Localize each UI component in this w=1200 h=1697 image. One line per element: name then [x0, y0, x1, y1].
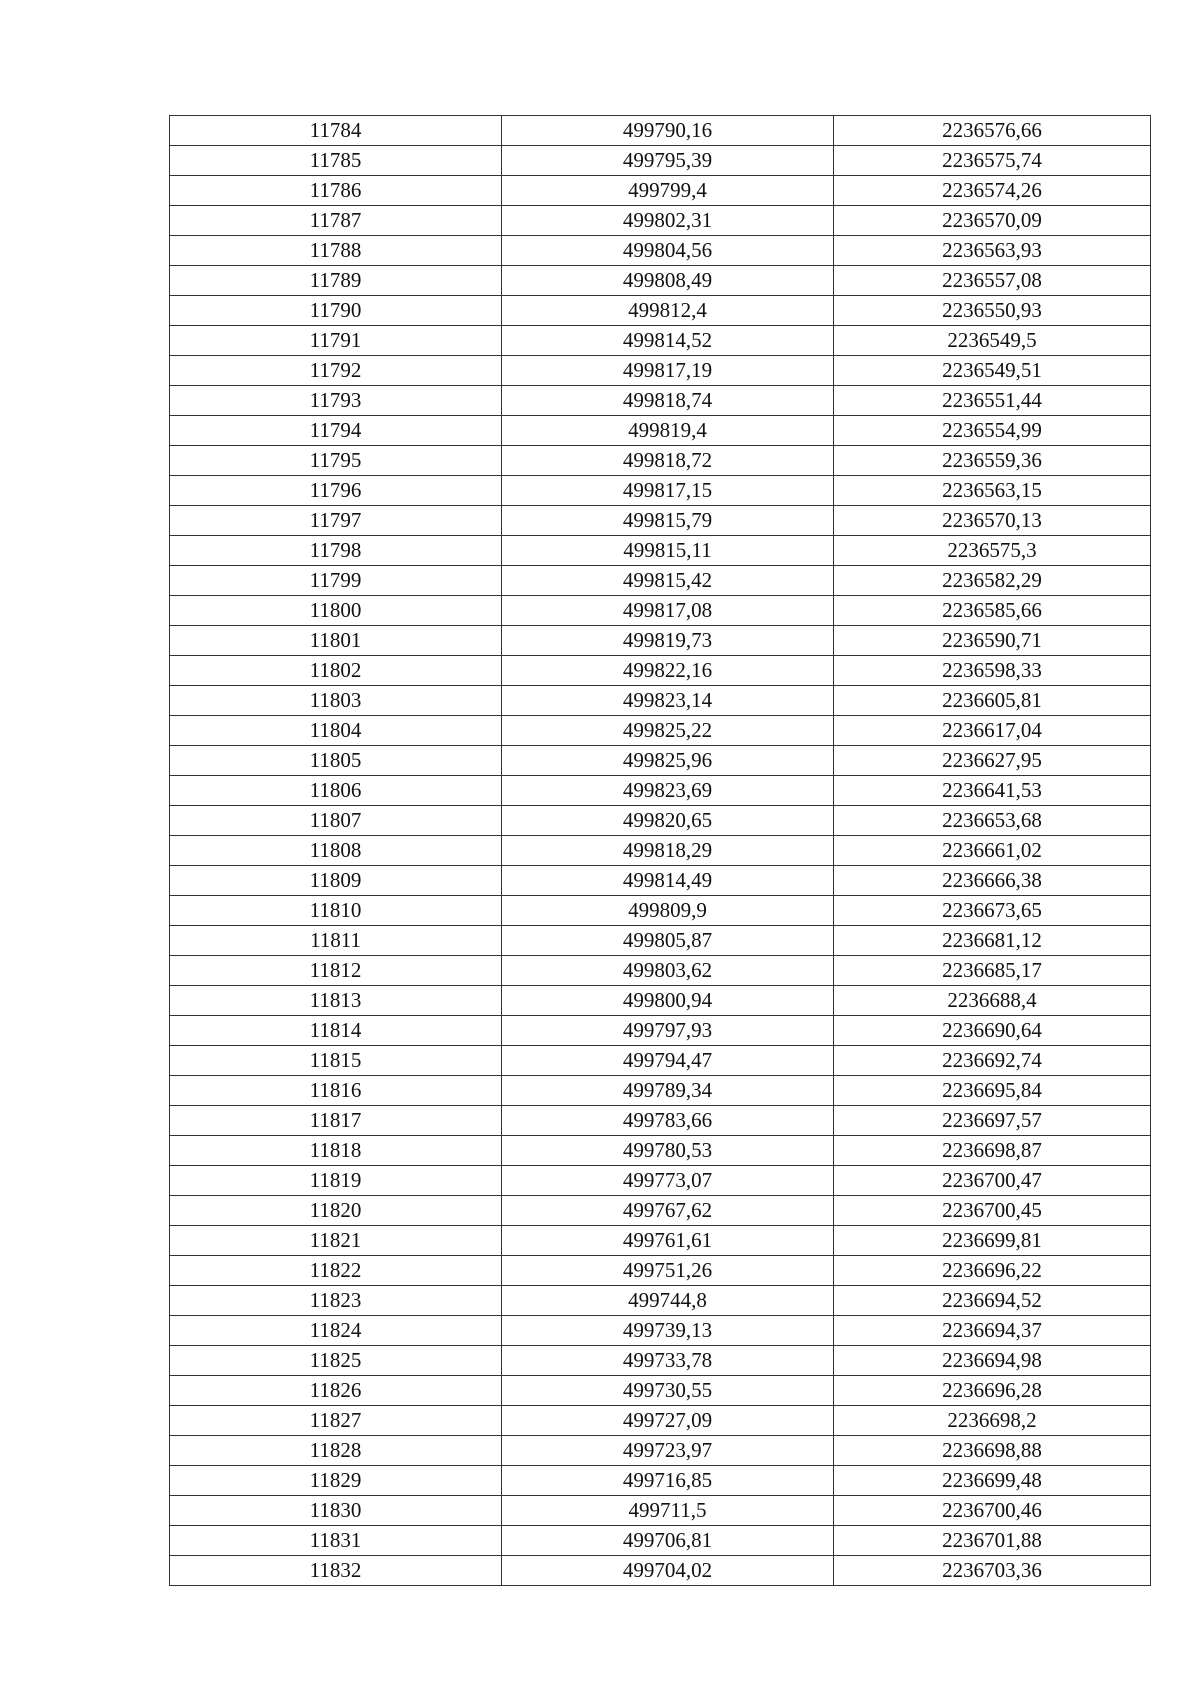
x-coordinate-cell: 499730,55 [502, 1376, 834, 1406]
y-coordinate-cell: 2236570,13 [834, 506, 1151, 536]
table-row [170, 986, 1151, 1016]
y-coordinate-cell: 2236661,02 [834, 836, 1151, 866]
x-coordinate-cell: 499789,34 [502, 1076, 834, 1106]
y-coordinate-cell: 2236641,53 [834, 776, 1151, 806]
x-coordinate-cell: 499723,97 [502, 1436, 834, 1466]
x-coordinate-cell: 499797,93 [502, 1016, 834, 1046]
table-row [170, 206, 1151, 236]
point-number-cell: 11830 [170, 1496, 502, 1526]
table-row [170, 776, 1151, 806]
table-row [170, 746, 1151, 776]
table-row [170, 356, 1151, 386]
table-row [170, 1376, 1151, 1406]
point-number-cell: 11811 [170, 926, 502, 956]
x-coordinate-cell: 499804,56 [502, 236, 834, 266]
table-row [170, 926, 1151, 956]
y-coordinate-cell: 2236575,74 [834, 146, 1151, 176]
table-row [170, 1166, 1151, 1196]
x-coordinate-cell: 499711,5 [502, 1496, 834, 1526]
x-coordinate-cell: 499799,4 [502, 176, 834, 206]
point-number-cell: 11812 [170, 956, 502, 986]
x-coordinate-cell: 499751,26 [502, 1256, 834, 1286]
table-row [170, 1556, 1151, 1586]
x-coordinate-cell: 499825,22 [502, 716, 834, 746]
point-number-cell: 11814 [170, 1016, 502, 1046]
point-number-cell: 11797 [170, 506, 502, 536]
x-coordinate-cell: 499820,65 [502, 806, 834, 836]
point-number-cell: 11832 [170, 1556, 502, 1586]
x-coordinate-cell: 499767,62 [502, 1196, 834, 1226]
y-coordinate-cell: 2236694,37 [834, 1316, 1151, 1346]
y-coordinate-cell: 2236699,81 [834, 1226, 1151, 1256]
point-number-cell: 11817 [170, 1106, 502, 1136]
y-coordinate-cell: 2236557,08 [834, 266, 1151, 296]
y-coordinate-cell: 2236549,51 [834, 356, 1151, 386]
point-number-cell: 11829 [170, 1466, 502, 1496]
coordinates-table-body [170, 116, 1151, 1586]
x-coordinate-cell: 499773,07 [502, 1166, 834, 1196]
table-row [170, 1286, 1151, 1316]
point-number-cell: 11828 [170, 1436, 502, 1466]
table-row [170, 1406, 1151, 1436]
table-row [170, 1106, 1151, 1136]
point-number-cell: 11815 [170, 1046, 502, 1076]
point-number-cell: 11785 [170, 146, 502, 176]
x-coordinate-cell: 499815,11 [502, 536, 834, 566]
y-coordinate-cell: 2236688,4 [834, 986, 1151, 1016]
point-number-cell: 11805 [170, 746, 502, 776]
y-coordinate-cell: 2236627,95 [834, 746, 1151, 776]
point-number-cell: 11820 [170, 1196, 502, 1226]
table-row [170, 116, 1151, 146]
x-coordinate-cell: 499825,96 [502, 746, 834, 776]
point-number-cell: 11831 [170, 1526, 502, 1556]
table-row [170, 1466, 1151, 1496]
point-number-cell: 11824 [170, 1316, 502, 1346]
x-coordinate-cell: 499815,42 [502, 566, 834, 596]
table-row [170, 716, 1151, 746]
y-coordinate-cell: 2236570,09 [834, 206, 1151, 236]
y-coordinate-cell: 2236700,45 [834, 1196, 1151, 1226]
x-coordinate-cell: 499795,39 [502, 146, 834, 176]
point-number-cell: 11813 [170, 986, 502, 1016]
x-coordinate-cell: 499803,62 [502, 956, 834, 986]
point-number-cell: 11827 [170, 1406, 502, 1436]
point-number-cell: 11821 [170, 1226, 502, 1256]
y-coordinate-cell: 2236700,46 [834, 1496, 1151, 1526]
x-coordinate-cell: 499808,49 [502, 266, 834, 296]
x-coordinate-cell: 499783,66 [502, 1106, 834, 1136]
y-coordinate-cell: 2236697,57 [834, 1106, 1151, 1136]
x-coordinate-cell: 499744,8 [502, 1286, 834, 1316]
table-row [170, 626, 1151, 656]
table-row [170, 656, 1151, 686]
point-number-cell: 11823 [170, 1286, 502, 1316]
y-coordinate-cell: 2236699,48 [834, 1466, 1151, 1496]
point-number-cell: 11822 [170, 1256, 502, 1286]
x-coordinate-cell: 499818,74 [502, 386, 834, 416]
point-number-cell: 11791 [170, 326, 502, 356]
y-coordinate-cell: 2236690,64 [834, 1016, 1151, 1046]
point-number-cell: 11826 [170, 1376, 502, 1406]
table-row [170, 1316, 1151, 1346]
y-coordinate-cell: 2236550,93 [834, 296, 1151, 326]
x-coordinate-cell: 499780,53 [502, 1136, 834, 1166]
table-row [170, 1076, 1151, 1106]
x-coordinate-cell: 499817,08 [502, 596, 834, 626]
coordinates-table [169, 115, 1151, 1586]
table-row [170, 686, 1151, 716]
table-row [170, 446, 1151, 476]
point-number-cell: 11819 [170, 1166, 502, 1196]
x-coordinate-cell: 499817,15 [502, 476, 834, 506]
y-coordinate-cell: 2236551,44 [834, 386, 1151, 416]
x-coordinate-cell: 499790,16 [502, 116, 834, 146]
table-row [170, 236, 1151, 266]
y-coordinate-cell: 2236549,5 [834, 326, 1151, 356]
y-coordinate-cell: 2236554,99 [834, 416, 1151, 446]
point-number-cell: 11816 [170, 1076, 502, 1106]
y-coordinate-cell: 2236694,98 [834, 1346, 1151, 1376]
x-coordinate-cell: 499823,14 [502, 686, 834, 716]
point-number-cell: 11818 [170, 1136, 502, 1166]
point-number-cell: 11795 [170, 446, 502, 476]
x-coordinate-cell: 499739,13 [502, 1316, 834, 1346]
y-coordinate-cell: 2236696,22 [834, 1256, 1151, 1286]
y-coordinate-cell: 2236653,68 [834, 806, 1151, 836]
point-number-cell: 11801 [170, 626, 502, 656]
point-number-cell: 11825 [170, 1346, 502, 1376]
table-row [170, 866, 1151, 896]
x-coordinate-cell: 499805,87 [502, 926, 834, 956]
table-row [170, 1136, 1151, 1166]
y-coordinate-cell: 2236574,26 [834, 176, 1151, 206]
y-coordinate-cell: 2236582,29 [834, 566, 1151, 596]
table-row [170, 266, 1151, 296]
y-coordinate-cell: 2236700,47 [834, 1166, 1151, 1196]
y-coordinate-cell: 2236696,28 [834, 1376, 1151, 1406]
table-row [170, 506, 1151, 536]
x-coordinate-cell: 499706,81 [502, 1526, 834, 1556]
x-coordinate-cell: 499818,72 [502, 446, 834, 476]
y-coordinate-cell: 2236698,87 [834, 1136, 1151, 1166]
y-coordinate-cell: 2236694,52 [834, 1286, 1151, 1316]
table-row [170, 296, 1151, 326]
point-number-cell: 11802 [170, 656, 502, 686]
x-coordinate-cell: 499817,19 [502, 356, 834, 386]
y-coordinate-cell: 2236559,36 [834, 446, 1151, 476]
x-coordinate-cell: 499814,49 [502, 866, 834, 896]
x-coordinate-cell: 499704,02 [502, 1556, 834, 1586]
x-coordinate-cell: 499733,78 [502, 1346, 834, 1376]
x-coordinate-cell: 499727,09 [502, 1406, 834, 1436]
x-coordinate-cell: 499812,4 [502, 296, 834, 326]
x-coordinate-cell: 499818,29 [502, 836, 834, 866]
y-coordinate-cell: 2236598,33 [834, 656, 1151, 686]
table-row [170, 1496, 1151, 1526]
table-row [170, 1196, 1151, 1226]
point-number-cell: 11809 [170, 866, 502, 896]
table-row [170, 476, 1151, 506]
table-row [170, 1436, 1151, 1466]
table-row [170, 566, 1151, 596]
table-row [170, 416, 1151, 446]
y-coordinate-cell: 2236695,84 [834, 1076, 1151, 1106]
y-coordinate-cell: 2236685,17 [834, 956, 1151, 986]
x-coordinate-cell: 499823,69 [502, 776, 834, 806]
table-row [170, 806, 1151, 836]
table-row [170, 326, 1151, 356]
x-coordinate-cell: 499822,16 [502, 656, 834, 686]
point-number-cell: 11800 [170, 596, 502, 626]
y-coordinate-cell: 2236563,15 [834, 476, 1151, 506]
x-coordinate-cell: 499761,61 [502, 1226, 834, 1256]
table-row [170, 146, 1151, 176]
table-row [170, 956, 1151, 986]
point-number-cell: 11787 [170, 206, 502, 236]
point-number-cell: 11790 [170, 296, 502, 326]
table-row [170, 1256, 1151, 1286]
table-row [170, 176, 1151, 206]
point-number-cell: 11810 [170, 896, 502, 926]
x-coordinate-cell: 499800,94 [502, 986, 834, 1016]
x-coordinate-cell: 499794,47 [502, 1046, 834, 1076]
point-number-cell: 11784 [170, 116, 502, 146]
y-coordinate-cell: 2236703,36 [834, 1556, 1151, 1586]
y-coordinate-cell: 2236576,66 [834, 116, 1151, 146]
point-number-cell: 11792 [170, 356, 502, 386]
y-coordinate-cell: 2236692,74 [834, 1046, 1151, 1076]
y-coordinate-cell: 2236585,66 [834, 596, 1151, 626]
x-coordinate-cell: 499809,9 [502, 896, 834, 926]
table-row [170, 1226, 1151, 1256]
point-number-cell: 11798 [170, 536, 502, 566]
point-number-cell: 11808 [170, 836, 502, 866]
point-number-cell: 11796 [170, 476, 502, 506]
table-row [170, 1526, 1151, 1556]
x-coordinate-cell: 499819,73 [502, 626, 834, 656]
table-row [170, 896, 1151, 926]
point-number-cell: 11786 [170, 176, 502, 206]
table-row [170, 596, 1151, 626]
y-coordinate-cell: 2236698,2 [834, 1406, 1151, 1436]
y-coordinate-cell: 2236575,3 [834, 536, 1151, 566]
table-row [170, 1346, 1151, 1376]
y-coordinate-cell: 2236617,04 [834, 716, 1151, 746]
table-row [170, 536, 1151, 566]
x-coordinate-cell: 499819,4 [502, 416, 834, 446]
table-row [170, 1046, 1151, 1076]
table-row [170, 1016, 1151, 1046]
point-number-cell: 11807 [170, 806, 502, 836]
x-coordinate-cell: 499815,79 [502, 506, 834, 536]
y-coordinate-cell: 2236666,38 [834, 866, 1151, 896]
x-coordinate-cell: 499716,85 [502, 1466, 834, 1496]
y-coordinate-cell: 2236701,88 [834, 1526, 1151, 1556]
point-number-cell: 11788 [170, 236, 502, 266]
table-row [170, 836, 1151, 866]
point-number-cell: 11793 [170, 386, 502, 416]
y-coordinate-cell: 2236590,71 [834, 626, 1151, 656]
point-number-cell: 11789 [170, 266, 502, 296]
x-coordinate-cell: 499814,52 [502, 326, 834, 356]
table-row [170, 386, 1151, 416]
y-coordinate-cell: 2236563,93 [834, 236, 1151, 266]
point-number-cell: 11806 [170, 776, 502, 806]
y-coordinate-cell: 2236673,65 [834, 896, 1151, 926]
y-coordinate-cell: 2236681,12 [834, 926, 1151, 956]
point-number-cell: 11794 [170, 416, 502, 446]
point-number-cell: 11803 [170, 686, 502, 716]
point-number-cell: 11799 [170, 566, 502, 596]
point-number-cell: 11804 [170, 716, 502, 746]
x-coordinate-cell: 499802,31 [502, 206, 834, 236]
y-coordinate-cell: 2236698,88 [834, 1436, 1151, 1466]
y-coordinate-cell: 2236605,81 [834, 686, 1151, 716]
